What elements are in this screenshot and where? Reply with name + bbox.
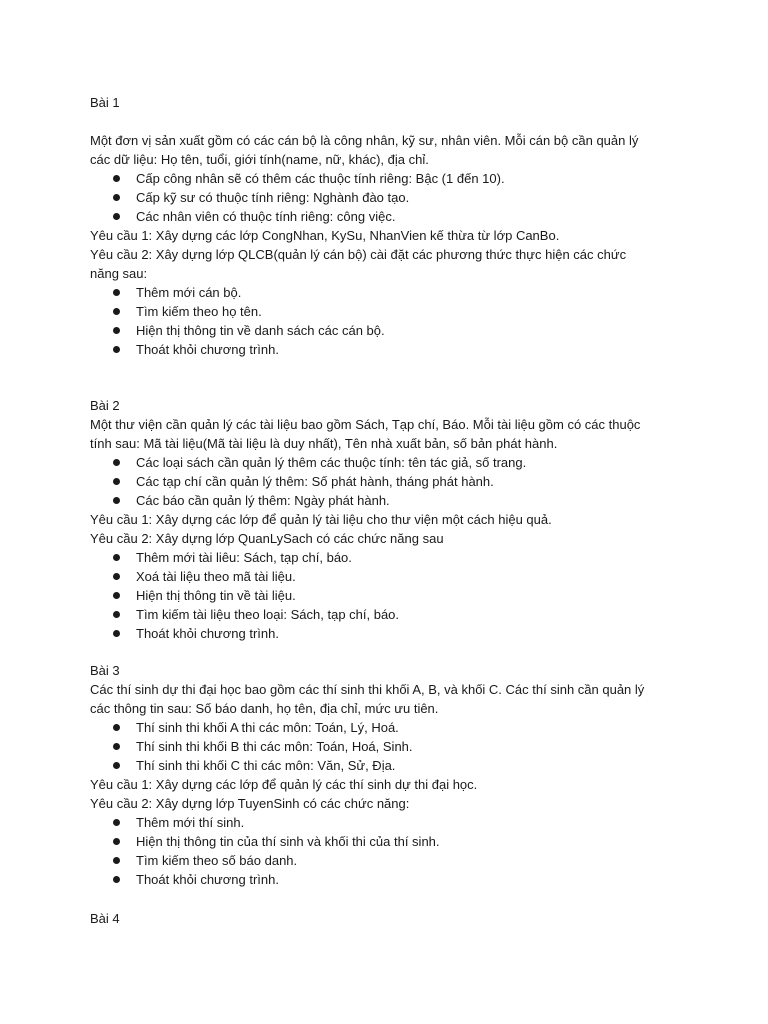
exercise-3-heading: Bài 3 xyxy=(90,663,120,678)
list-item: Các báo cần quản lý thêm: Ngày phát hành. xyxy=(90,491,690,510)
exercise-2-function-list xyxy=(90,548,690,643)
bullet-icon xyxy=(113,743,120,750)
bullet-icon xyxy=(113,554,120,561)
bullet-icon xyxy=(113,497,120,504)
list-item: Hiện thị thông tin về tài liệu. xyxy=(90,586,690,605)
bullet-icon xyxy=(113,876,120,883)
list-item: Cấp công nhân sẽ có thêm các thuộc tính riêng: Bậc (1 đến 10). xyxy=(90,169,690,188)
bullet-icon xyxy=(113,194,120,201)
list-item: Tìm kiếm theo họ tên. xyxy=(90,302,690,321)
bullet-icon xyxy=(113,346,120,353)
list-item: Hiện thị thông tin về danh sách các cán bộ. xyxy=(90,321,690,340)
list-item: Các tạp chí cần quản lý thêm: Số phát hành, tháng phát hành. xyxy=(90,472,690,491)
list-item: Thoát khỏi chương trình. xyxy=(90,340,690,359)
list-item: Thêm mới tài liêu: Sách, tạp chí, báo. xyxy=(90,548,690,567)
exercise-1-attribute-list xyxy=(90,169,690,226)
bullet-icon xyxy=(113,308,120,315)
bullet-icon xyxy=(113,327,120,334)
list-item: Các nhân viên có thuộc tính riêng: công việc. xyxy=(90,207,690,226)
exercise-2-requirement-line: Yêu cầu 2: Xây dựng lớp QuanLySach có các chức năng sau xyxy=(90,531,444,546)
bullet-icon xyxy=(113,175,120,182)
list-item: Thêm mới cán bộ. xyxy=(90,283,690,302)
exercise-1-function-list xyxy=(90,283,690,359)
bullet-icon xyxy=(113,573,120,580)
exercise-3-subject-list xyxy=(90,718,690,775)
exercise-2-requirement-line: Yêu cầu 1: Xây dựng các lớp để quản lý tài liệu cho thư viện một cách hiệu quả. xyxy=(90,512,552,527)
list-item: Thí sinh thi khối A thi các môn: Toán, Lý, Hoá. xyxy=(90,718,690,737)
exercise-1 xyxy=(90,93,690,359)
exercise-4 xyxy=(90,909,690,928)
exercise-2-intro-line: tính sau: Mã tài liệu(Mã tài liệu là duy nhất), Tên nhà xuất bản, số bản phát hành. xyxy=(90,436,558,451)
list-item: Thoát khỏi chương trình. xyxy=(90,624,690,643)
exercise-3-intro-line: Các thí sinh dự thi đại học bao gồm các thí sinh thi khối A, B, và khối C. Các thí sinh cần quản lý xyxy=(90,682,645,697)
exercise-2 xyxy=(90,396,690,643)
exercise-2-intro-line: Một thư viện cần quản lý các tài liệu bao gồm Sách, Tạp chí, Báo. Mỗi tài liệu gồm có các thuộc xyxy=(90,417,641,432)
bullet-icon xyxy=(113,611,120,618)
bullet-icon xyxy=(113,478,120,485)
bullet-icon xyxy=(113,630,120,637)
list-item: Thí sinh thi khối C thi các môn: Văn, Sử, Địa. xyxy=(90,756,690,775)
bullet-icon xyxy=(113,213,120,220)
list-item: Thêm mới thí sinh. xyxy=(90,813,690,832)
list-item: Thí sinh thi khối B thi các môn: Toán, Hoá, Sinh. xyxy=(90,737,690,756)
list-item: Xoá tài liệu theo mã tài liệu. xyxy=(90,567,690,586)
exercise-4-heading: Bài 4 xyxy=(90,911,120,926)
list-item: Các loại sách cần quản lý thêm các thuộc tính: tên tác giả, số trang. xyxy=(90,453,690,472)
exercise-3-requirement-line: Yêu cầu 1: Xây dựng các lớp để quản lý các thí sinh dự thi đại học. xyxy=(90,777,478,792)
exercise-3-intro-line: các thông tin sau: Số báo danh, họ tên, địa chỉ, mức ưu tiên. xyxy=(90,701,439,716)
exercise-1-requirement-line: Yêu cầu 1: Xây dựng các lớp CongNhan, KySu, NhanVien kế thừa từ lớp CanBo. xyxy=(90,228,560,243)
list-item: Cấp kỹ sư có thuộc tính riêng: Nghành đào tạo. xyxy=(90,188,690,207)
bullet-icon xyxy=(113,459,120,466)
exercise-3 xyxy=(90,661,690,889)
bullet-icon xyxy=(113,762,120,769)
list-item: Tìm kiếm theo số báo danh. xyxy=(90,851,690,870)
exercise-3-requirement-line: Yêu cầu 2: Xây dựng lớp TuyenSinh có các chức năng: xyxy=(90,796,410,811)
exercise-1-intro-line: Một đơn vị sản xuất gồm có các cán bộ là công nhân, kỹ sư, nhân viên. Mỗi cán bộ cần quản lý xyxy=(90,133,639,148)
exercise-1-requirement-line: Yêu cầu 2: Xây dựng lớp QLCB(quản lý cán bộ) cài đặt các phương thức thực hiện các chức xyxy=(90,247,627,262)
list-item: Hiện thị thông tin của thí sinh và khối thi của thí sinh. xyxy=(90,832,690,851)
bullet-icon xyxy=(113,857,120,864)
bullet-icon xyxy=(113,724,120,731)
exercise-2-heading: Bài 2 xyxy=(90,398,120,413)
bullet-icon xyxy=(113,289,120,296)
exercise-3-function-list xyxy=(90,813,690,889)
exercise-1-heading: Bài 1 xyxy=(90,95,120,110)
list-item: Tìm kiếm tài liệu theo loại: Sách, tạp chí, báo. xyxy=(90,605,690,624)
bullet-icon xyxy=(113,838,120,845)
bullet-icon xyxy=(113,819,120,826)
list-item: Thoát khỏi chương trình. xyxy=(90,870,690,889)
exercise-1-intro-line: các dữ liệu: Họ tên, tuổi, giới tính(name, nữ, khác), địa chỉ. xyxy=(90,152,429,167)
exercise-2-attribute-list xyxy=(90,453,690,510)
exercise-1-requirement-line: năng sau: xyxy=(90,266,148,281)
bullet-icon xyxy=(113,592,120,599)
